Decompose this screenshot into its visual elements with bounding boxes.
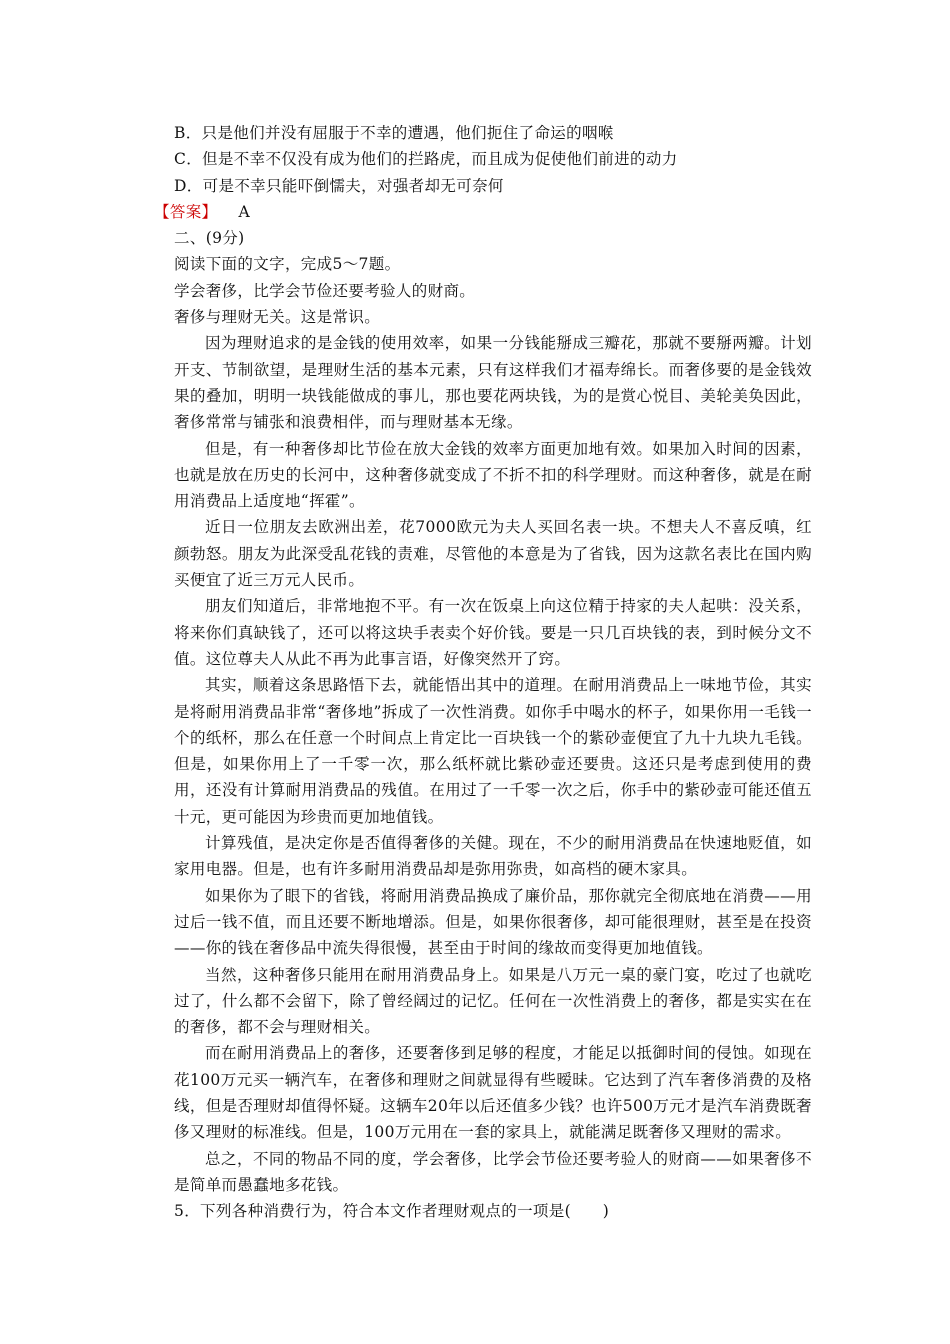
article-paragraph: 而在耐用消费品上的奢侈，还要奢侈到足够的程度，才能足以抵御时间的侵蚀。如现在花100万元买一辆汽车，在奢侈和理财之间就显得有些暧昧。它达到了汽车奢侈消费的及格线，但是否理财却值得怀疑。这辆车20年以后还值多少钱？也许500万元才是汽车消费既奢侈又理财的标准线。但是，100万元用在一套的家具上，就能满足既奢侈又理财的需求。 — [174, 1044, 812, 1142]
article-paragraph: 计算残值，是决定你是否值得奢侈的关健。现在，不少的耐用消费品在快速地贬值，如家用电器。但是，也有许多耐用消费品却是弥用弥贵，如高档的硬木家具。 — [174, 834, 812, 879]
article-paragraph: 因为理财追求的是金钱的使用效率，如果一分钱能掰成三瓣花，那就不要掰两瓣。计划开支、节制欲望，是理财生活的基本元素，只有这样我们才福寿绵长。而奢侈要的是金钱效果的叠加，明明一块钱能做成的事儿，那也要花两块钱，为的是赏心悦目、美轮美奂因此，奢侈常常与铺张和浪费相伴，而与理财基本无缘。 — [174, 334, 812, 432]
article-paragraph: 总之，不同的物品不同的度，学会奢侈，比学会节俭还要考验人的财商——如果奢侈不是简单而愚蠢地多花钱。 — [174, 1149, 812, 1194]
document-page — [154, 120, 812, 1224]
section-instruction: 阅读下面的文字，完成5～7题。 — [174, 255, 401, 274]
option-d: D．可是不幸只能吓倒懦夫，对强者却无可奈何 — [174, 176, 504, 195]
article-paragraph: 朋友们知道后，非常地抱不平。有一次在饭桌上向这位精于持家的夫人起哄：没关系，将来你们真缺钱了，还可以将这块手表卖个好价钱。要是一只几百块钱的表，到时候分文不值。这位尊夫人从此不再为此事言语，好像突然开了窍。 — [174, 597, 812, 668]
answer-line — [154, 199, 812, 225]
answer-spacer — [223, 203, 239, 221]
article-lead: 奢侈与理财无关。这是常识。 — [174, 308, 381, 327]
article-paragraph: 但是，有一种奢侈却比节俭在放大金钱的效率方面更加地有效。如果加入时间的因素，也就是放在历史的长河中，这种奢侈就变成了不折不扣的科学理财。而这种奢侈，就是在耐用消费品上适度地“挥霍”。 — [174, 439, 812, 511]
article-paragraph: 当然，这种奢侈只能用在耐用消费品身上。如果是八万元一桌的豪门宴，吃过了也就吃过了，什么都不会留下，除了曾经阔过的记忆。任何在一次性消费上的奢侈，都是实实在在的奢侈，都不会与理财相关。 — [174, 965, 812, 1037]
article-paragraph: 如果你为了眼下的省钱，将耐用消费品换成了廉价品，那你就完全彻底地在消费——用过后一钱不值，而且还要不断地增添。但是，如果你很奢侈，却可能很理财，甚至是在投资——你的钱在奢侈品中流失得很慢，甚至由于时间的缘故而变得更加地值钱。 — [174, 886, 812, 958]
article-paragraph: 其实，顺着这条思路悟下去，就能悟出其中的道理。在耐用消费品上一味地节俭，其实是将耐用消费品非常“奢侈地”拆成了一次性消费。如你手中喝水的杯子，如果你用一毛钱一个的纸杯，那么在任意一个时间点上肯定比一百块钱一个的紫砂壶便宜了九十九块九毛钱。但是，如果你用上了一千零一次，那么纸杯就比紫砂壶还要贵。这还只是考虑到使用的费用，还没有计算耐用消费品的残值。在用过了一千零一次之后，你手中的紫砂壶可能还值五十元，更可能因为珍贵而更加地值钱。 — [174, 676, 812, 826]
article-title: 学会奢侈，比学会节俭还要考验人的财商。 — [174, 281, 476, 300]
question-5: 5．下列各种消费行为，符合本文作者理财观点的一项是( ) — [174, 1202, 610, 1221]
answer-value: A — [238, 202, 251, 221]
option-c: C．但是不幸不仅没有成为他们的拦路虎，而且成为促使他们前进的动力 — [174, 150, 678, 169]
option-b: B．只是他们并没有屈服于不幸的遭遇，他们扼住了命运的咽喉 — [174, 124, 614, 142]
article-paragraph: 近日一位朋友去欧洲出差，花7000欧元为夫人买回名表一块。不想夫人不喜反嗔，红颜勃怒。朋友为此深受乱花钱的责难，尽管他的本意是为了省钱，因为这款名表比在国内购买便宜了近三万元人民币。 — [174, 518, 812, 590]
answer-tag: 【答案】 — [154, 202, 218, 221]
section-heading: 二、(9分) — [174, 229, 245, 248]
